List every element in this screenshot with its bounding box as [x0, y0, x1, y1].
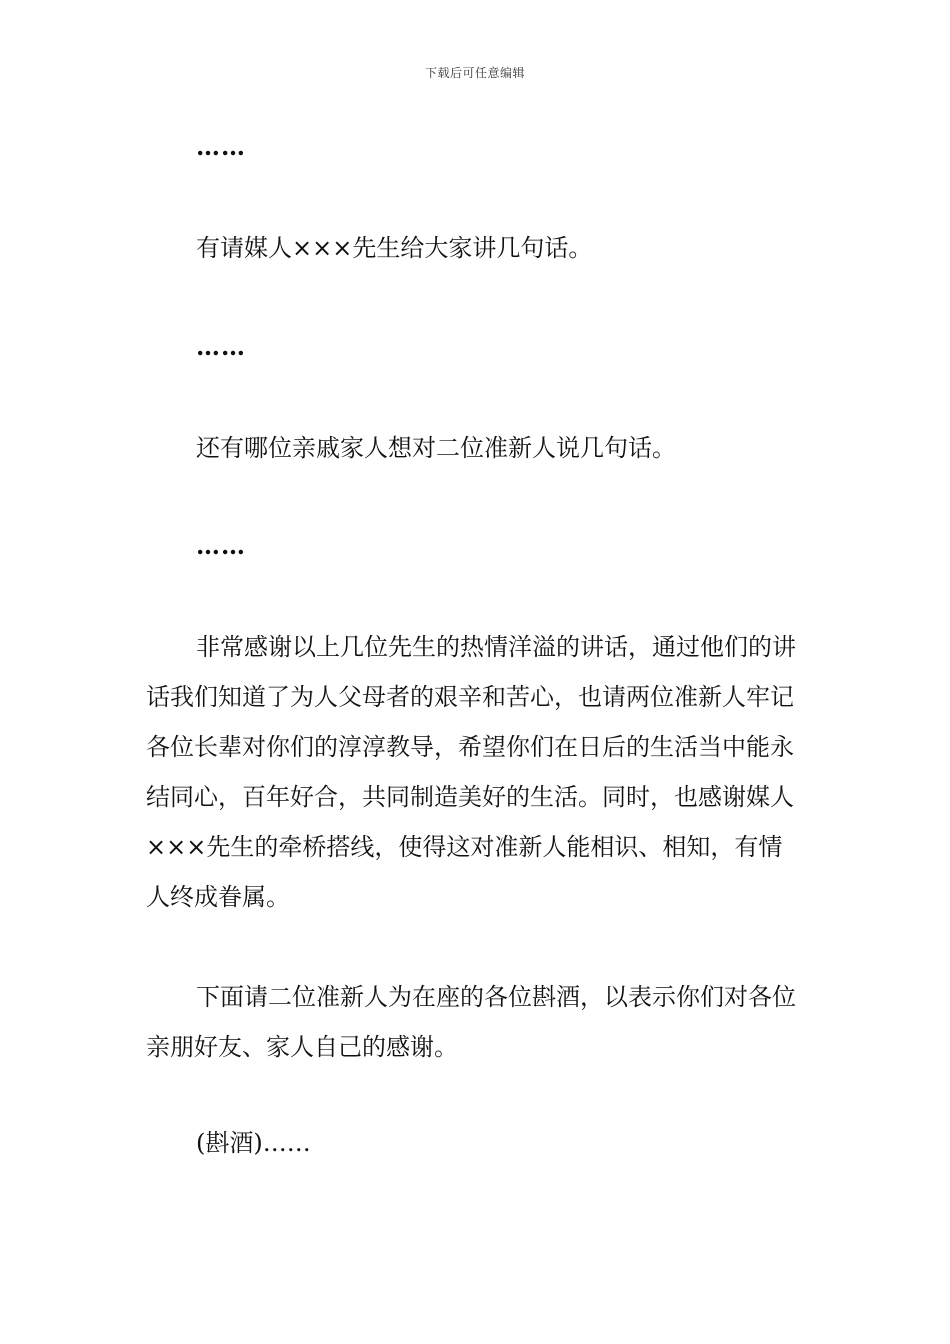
- paragraph-toast: 下面请二位准新人为在座的各位斟酒，以表示你们对各位亲朋好友、家人自己的感谢。: [146, 983, 796, 1061]
- paragraph-ellipsis-3: ……: [196, 531, 246, 560]
- paragraph-ellipsis-2: ……: [196, 332, 246, 361]
- page-header: 下载后可任意编辑: [424, 66, 525, 80]
- paragraph-thanks: 非常感谢以上几位先生的热情洋溢的讲话，通过他们的讲话我们知道了为人父母者的艰辛和苦心，也请两位准新人牢记各位长辈对你们的淳淳教导，希望你们在日后的生活当中能永结同心，百年好合，共同制造美好的生活。同时，也感谢媒人×××先生的牵桥搭线，使得这对准新人能相识、相知，有情人终成眷属。: [146, 633, 796, 911]
- paragraph-matchmaker-speech: 有请媒人×××先生给大家讲几句话。: [196, 234, 593, 262]
- paragraph-relatives-speech: 还有哪位亲戚家人想对二位准新人说几句话。: [196, 434, 676, 462]
- paragraph-ellipsis-1: ……: [196, 132, 246, 161]
- paragraph-pour-wine: (斟酒)……: [196, 1129, 311, 1157]
